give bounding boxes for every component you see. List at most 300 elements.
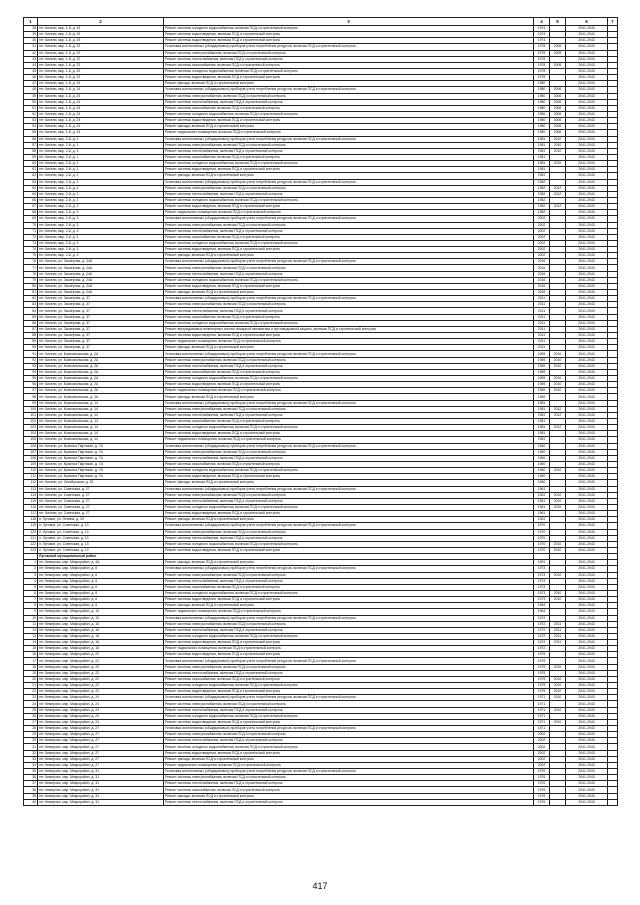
address-cell: пгт. Кисели, мкр. 1-й, д. 19 xyxy=(38,26,164,32)
work-type-cell: Ремонт фасада, включая ПСД и строительный контроль xyxy=(164,290,534,296)
year-built-cell: 1961 xyxy=(534,511,550,517)
year-built-cell: 2016 xyxy=(534,265,550,271)
work-type-cell: Ремонт системы холодного водоснабжения, включая ПСД и строительный контроль xyxy=(164,744,534,750)
row-number-cell: 47 xyxy=(24,81,38,87)
address-cell: пгт. Кисели, мкр. 2-й, д. 3 xyxy=(38,234,164,240)
work-type-cell: Ремонт системы теплоснабжения, включая ПСД и строительный контроль xyxy=(164,781,534,787)
year-built-cell: 2016 xyxy=(534,283,550,289)
planned-period-cell: 2041-2043 xyxy=(566,81,608,87)
address-cell: пгт. Кисели, мкр. 1-й, д. 24 xyxy=(38,93,164,99)
year-built-cell: 1974 xyxy=(534,26,550,32)
address-cell: пгт. Кисели, мкр. 2-й, д. 2 xyxy=(38,179,164,185)
planned-period-cell: 2041-2043 xyxy=(566,640,608,646)
year-built-cell: 2011 xyxy=(534,320,550,326)
address-cell: пгт. Кисели, ул. Советская, д. 27 xyxy=(38,504,164,510)
work-type-cell: Установка коллективных (общедомовых) приборов учета потребления ресурсов, включая ПСД и строительный контроль xyxy=(164,400,534,406)
work-type-cell: Ремонт системы теплоснабжения, включая ПСД и строительный контроль xyxy=(164,578,534,584)
planned-period-cell: 2041-2043 xyxy=(566,154,608,160)
planned-period-cell: 2041-2043 xyxy=(566,437,608,443)
address-cell: пгт. Кемерово, мкр. Микрорайон, д. 22 xyxy=(38,670,164,676)
row-number-cell: 97 xyxy=(24,388,38,394)
address-cell: пгт. Кемерово, мкр. Микрорайон, д. 27 xyxy=(38,744,164,750)
row-number-cell: 58 xyxy=(24,148,38,154)
planned-period-cell: 2041-2043 xyxy=(566,265,608,271)
work-type-cell: Ремонт системы теплоснабжения, включая ПСД и строительный контроль xyxy=(164,56,534,62)
work-type-cell: Ремонт системы холодного водоснабжения, включая ПСД и строительный контроль xyxy=(164,425,534,431)
work-type-cell: Ремонт системы холодного водоснабжения, включая ПСД и строительный контроль xyxy=(164,504,534,510)
work-type-cell: Ремонт системы электроснабжения, включая ПСД и строительный контроль xyxy=(164,357,534,363)
year-built-cell: 1982 xyxy=(534,210,550,216)
row-number-cell: 62 xyxy=(24,173,38,179)
row-number-cell: 109 xyxy=(24,461,38,467)
year-built-cell: 1969 xyxy=(534,382,550,388)
planned-period-cell: 2041-2043 xyxy=(566,769,608,775)
year-built-cell: 1969 xyxy=(534,369,550,375)
address-cell: пгт. Кисели, ул. Советская, д. 27 xyxy=(38,498,164,504)
column-header: 5 xyxy=(550,18,566,26)
address-cell: пгт. Кемерово, мкр. Микрорайон, д. 16 xyxy=(38,640,164,646)
work-type-cell: Ремонт системы газоснабжения, включая ПСД и строительный контроль xyxy=(164,461,534,467)
work-type-cell: Ремонт подвального помещения, включая ПСД и строительный контроль xyxy=(164,437,534,443)
work-type-cell: Ремонт фасада, включая ПСД и строительный контроль xyxy=(164,173,534,179)
address-cell: пгт. Кемерово, мкр. Микрорайон, д. 6 xyxy=(38,566,164,572)
work-type-cell: Ремонт системы электроснабжения, включая ПСД и строительный контроль xyxy=(164,732,534,738)
year-last-repair-cell: 2010 xyxy=(550,363,566,369)
work-type-cell: Ремонт системы водоотведения, включая ПСД и строительный контроль xyxy=(164,547,534,553)
work-type-cell: Ремонт системы электроснабжения, включая ПСД и строительный контроль xyxy=(164,406,534,412)
row-number-cell: 26 xyxy=(24,713,38,719)
work-type-cell: Ремонт фасада, включая ПСД и строительный контроль xyxy=(164,81,534,87)
address-cell: пгт. Кисели, мкр. 1-й, д. 24 xyxy=(38,105,164,111)
address-cell: пгт. Кемерово, мкр. Микрорайон, д. 22 xyxy=(38,689,164,695)
row-number-cell: 85 xyxy=(24,314,38,320)
address-cell: п. Луговое, ул. Ленина, д. 33 xyxy=(38,517,164,523)
row-number-cell: 95 xyxy=(24,376,38,382)
year-last-repair-cell: 2010 xyxy=(550,590,566,596)
planned-period-cell: 2041-2043 xyxy=(566,529,608,535)
work-type-cell: Ремонт системы электроснабжения, включая ПСД и строительный контроль xyxy=(164,265,534,271)
planned-period-cell: 2041-2043 xyxy=(566,683,608,689)
address-cell: п. Луговое, ул. Советская, д. 13 xyxy=(38,541,164,547)
year-built-cell: 2016 xyxy=(534,277,550,283)
address-cell: пгт. Кисели, мкр. 1-й, д. 24 xyxy=(38,87,164,93)
planned-period-cell: 2041-2043 xyxy=(566,357,608,363)
year-built-cell: 1971 xyxy=(534,713,550,719)
year-built-cell: 1981 xyxy=(534,136,550,142)
planned-period-cell: 2041-2043 xyxy=(566,523,608,529)
year-last-repair-cell: 2011 xyxy=(550,640,566,646)
year-last-repair-cell: 2012 xyxy=(550,204,566,210)
work-type-cell: Установка коллективных (общедомовых) приборов учета потребления ресурсов, включая ПСД и строительный контроль xyxy=(164,443,534,449)
planned-period-cell: 2041-2043 xyxy=(566,369,608,375)
year-last-repair-cell: 2010 xyxy=(550,357,566,363)
row-number-cell: 1 xyxy=(24,560,38,566)
row-number-cell: 93 xyxy=(24,363,38,369)
row-number-cell: 80 xyxy=(24,283,38,289)
planned-period-cell: 2041-2043 xyxy=(566,75,608,81)
planned-period-cell: 2041-2043 xyxy=(566,762,608,768)
row-number-cell: 42 xyxy=(24,50,38,56)
address-cell: п. Луговое, ул. Советская, д. 13 xyxy=(38,547,164,553)
planned-period-cell: 2041-2043 xyxy=(566,111,608,117)
row-number-cell: 33 xyxy=(24,756,38,762)
planned-period-cell: 2041-2043 xyxy=(566,271,608,277)
work-type-cell: Ремонт подвального помещения, включая ПСД и строительный контроль xyxy=(164,130,534,136)
work-type-cell: Ремонт системы теплоснабжения, включая ПСД и строительный контроль xyxy=(164,363,534,369)
work-type-cell: Ремонт системы газоснабжения, включая ПСД и строительный контроль xyxy=(164,584,534,590)
row-number-cell: 120 xyxy=(24,529,38,535)
year-built-cell: 1964 xyxy=(534,609,550,615)
address-cell: пгт. Кемерово, мкр. Микрорайон, д. 22 xyxy=(38,664,164,670)
row-number-cell: 40 xyxy=(24,799,38,805)
planned-period-cell: 2041-2043 xyxy=(566,756,608,762)
work-type-cell: Ремонт системы водоотведения, включая ПСД и строительный контроль xyxy=(164,75,534,81)
planned-period-cell: 2041-2043 xyxy=(566,726,608,732)
row-number-cell: 119 xyxy=(24,523,38,529)
row-number-cell: 103 xyxy=(24,425,38,431)
work-type-cell: Ремонт системы электроснабжения, включая ПСД и строительный контроль xyxy=(164,50,534,56)
year-last-repair-cell: 2010 xyxy=(550,504,566,510)
address-cell: пгт. Кисели, мкр. 2-й, д. 1 xyxy=(38,136,164,142)
column-header: 2 xyxy=(38,18,164,26)
work-type-cell: Ремонт системы электроснабжения, включая ПСД и строительный контроль xyxy=(164,701,534,707)
work-type-cell: Ремонт системы теплоснабжения, включая ПСД и строительный контроль xyxy=(164,148,534,154)
work-type-cell: Ремонт системы газоснабжения, включая ПСД и строительный контроль xyxy=(164,419,534,425)
year-built-cell: 1974 xyxy=(534,32,550,38)
note-cell xyxy=(608,799,618,805)
work-type-cell: Ремонт системы холодного водоснабжения, включая ПСД и строительный контроль xyxy=(164,26,534,32)
address-cell: пгт. Кисели, ул. Комсомольская, д. 14 xyxy=(38,406,164,412)
row-number-cell: 91 xyxy=(24,351,38,357)
row-number-cell: 86 xyxy=(24,320,38,326)
work-type-cell: Ремонт фасада, включая ПСД и строительный контроль xyxy=(164,603,534,609)
work-type-cell: Установка коллективных (общедомовых) приборов учета потребления ресурсов, включая ПСД и строительный контроль xyxy=(164,296,534,302)
work-type-cell: Ремонт системы теплоснабжения, включая ПСД и строительный контроль xyxy=(164,535,534,541)
planned-period-cell: 2041-2043 xyxy=(566,664,608,670)
planned-period-cell: 2041-2043 xyxy=(566,443,608,449)
row-number-cell: 16 xyxy=(24,652,38,658)
planned-period-cell: 2041-2043 xyxy=(566,455,608,461)
address-cell: пгт. Кисели, ул. Заозерная, д. 37 xyxy=(38,345,164,351)
year-last-repair-cell: 2006 xyxy=(550,130,566,136)
row-number-cell: 73 xyxy=(24,240,38,246)
row-number-cell: 64 xyxy=(24,185,38,191)
row-number-cell: 89 xyxy=(24,339,38,345)
row-number-cell: 54 xyxy=(24,124,38,130)
planned-period-cell: 2041-2043 xyxy=(566,130,608,136)
year-built-cell: 1969 xyxy=(534,351,550,357)
planned-period-cell: 2041-2043 xyxy=(566,560,608,566)
work-type-cell: Ремонт системы теплоснабжения, включая ПСД и строительный контроль xyxy=(164,271,534,277)
work-type-cell: Ремонт системы водоотведения, включая ПСД и строительный контроль xyxy=(164,382,534,388)
address-cell: пгт. Кисели, мкр. 1-й, д. 19 xyxy=(38,38,164,44)
row-number-cell: 60 xyxy=(24,161,38,167)
address-cell: п. Луговое, ул. Советская, д. 13 xyxy=(38,529,164,535)
planned-period-cell: 2041-2043 xyxy=(566,259,608,265)
planned-period-cell: 2041-2043 xyxy=(566,363,608,369)
year-built-cell: 1980 xyxy=(534,124,550,130)
year-built-cell: 1972 xyxy=(534,640,550,646)
year-built-cell: 1973 xyxy=(534,584,550,590)
planned-period-cell: 2041-2043 xyxy=(566,302,608,308)
planned-period-cell: 2041-2043 xyxy=(566,93,608,99)
planned-period-cell: 2041-2043 xyxy=(566,68,608,74)
year-built-cell: 1981 xyxy=(534,154,550,160)
row-number-cell: 72 xyxy=(24,234,38,240)
planned-period-cell: 2041-2043 xyxy=(566,627,608,633)
address-cell: пгт. Кисели, мкр. 1-й, д. 24 xyxy=(38,99,164,105)
planned-period-cell: 2041-2043 xyxy=(566,105,608,111)
address-cell: пгт. Кисели, мкр. 2-й, д. 3 xyxy=(38,247,164,253)
row-number-cell: 21 xyxy=(24,683,38,689)
address-cell: пгт. Кисели, ул. Комсомольская, д. 2А xyxy=(38,394,164,400)
row-number-cell: 57 xyxy=(24,142,38,148)
year-last-repair-cell: 2010 xyxy=(550,136,566,142)
address-cell: пгт. Кисели, ул. Заозерная, д. 24А xyxy=(38,265,164,271)
row-number-cell: 98 xyxy=(24,394,38,400)
address-cell: пгт. Кисели, мкр. 2-й, д. 2 xyxy=(38,197,164,203)
year-built-cell: 1975 xyxy=(534,652,550,658)
address-cell: пгт. Кисели, ул. Комсомольская, д. 2А xyxy=(38,388,164,394)
year-last-repair-cell: 2010 xyxy=(550,142,566,148)
planned-period-cell: 2041-2043 xyxy=(566,62,608,68)
year-last-repair-cell: 2010 xyxy=(550,664,566,670)
planned-period-cell: 2041-2043 xyxy=(566,234,608,240)
planned-period-cell: 2041-2043 xyxy=(566,566,608,572)
year-built-cell: 1969 xyxy=(534,394,550,400)
year-built-cell: 1972 xyxy=(534,621,550,627)
address-cell: пгт. Кисели, ул. Красных Партизан, д. 7А xyxy=(38,443,164,449)
row-number-cell: 8 xyxy=(24,603,38,609)
row-number-cell: 114 xyxy=(24,492,38,498)
planned-period-cell: 2041-2043 xyxy=(566,449,608,455)
row-number-cell: 44 xyxy=(24,62,38,68)
address-cell: пгт. Кемерово, мкр. Микрорайон, д. 6 xyxy=(38,572,164,578)
year-built-cell: 1978 xyxy=(534,56,550,62)
work-type-cell: Ремонт подвального помещения, включая ПСД и строительный контроль xyxy=(164,609,534,615)
year-built-cell: 1975 xyxy=(534,670,550,676)
row-number-cell: 6 xyxy=(24,590,38,596)
row-number-cell: 83 xyxy=(24,302,38,308)
year-built-cell: 2016 xyxy=(534,290,550,296)
planned-period-cell: 2041-2043 xyxy=(566,498,608,504)
work-type-cell: Ремонт системы водоотведения, включая ПСД и строительный контроль xyxy=(164,204,534,210)
year-built-cell: 1972 xyxy=(534,633,550,639)
work-type-cell: Ремонт системы водоотведения, включая ПСД и строительный контроль xyxy=(164,719,534,725)
row-number-cell: 108 xyxy=(24,455,38,461)
planned-period-cell: 2041-2043 xyxy=(566,87,608,93)
work-type-cell: Ремонт системы теплоснабжения, включая ПСД и строительный контроль xyxy=(164,455,534,461)
row-number-cell: 63 xyxy=(24,179,38,185)
work-type-cell: Ремонт системы газоснабжения, включая ПСД и строительный контроль xyxy=(164,154,534,160)
planned-period-cell: 2041-2043 xyxy=(566,535,608,541)
year-built-cell: 1975 xyxy=(534,658,550,664)
row-number-cell: 110 xyxy=(24,468,38,474)
address-cell: пгт. Кисели, мкр. 1-й, д. 24 xyxy=(38,111,164,117)
work-type-cell: Ремонт системы водоотведения, включая ПСД и строительный контроль xyxy=(164,511,534,517)
row-number-cell: 59 xyxy=(24,154,38,160)
address-cell: пгт. Кисели, мкр. 2-й, д. 3 xyxy=(38,222,164,228)
year-built-cell: 1975 xyxy=(534,689,550,695)
row-number-cell: 25 xyxy=(24,707,38,713)
address-cell: пгт. Кемерово, мкр. Микрорайон, д. 24 xyxy=(38,701,164,707)
row-number-cell: 77 xyxy=(24,265,38,271)
address-cell: пгт. Кемерово, мкр. Микрорайон, д. 6 xyxy=(38,590,164,596)
row-number-cell: 94 xyxy=(24,369,38,375)
work-type-cell: Ремонт системы водоотведения, включая ПСД и строительный контроль xyxy=(164,652,534,658)
year-built-cell: 1960 xyxy=(534,443,550,449)
work-type-cell: Ремонт системы водоотведения, включая ПСД и строительный контроль xyxy=(164,474,534,480)
work-type-cell: Ремонт системы водоотведения, включая ПСД и строительный контроль xyxy=(164,333,534,339)
year-last-repair-cell: 2006 xyxy=(550,93,566,99)
planned-period-cell: 2041-2043 xyxy=(566,609,608,615)
planned-period-cell: 2041-2043 xyxy=(566,308,608,314)
work-type-cell: Ремонт системы водоотведения, включая ПСД и строительный контроль xyxy=(164,247,534,253)
year-built-cell: 2002 xyxy=(534,216,550,222)
address-cell: пгт. Кисели, ул. Комсомольская, д. 14 xyxy=(38,419,164,425)
row-number-cell: 53 xyxy=(24,118,38,124)
planned-period-cell: 2041-2043 xyxy=(566,179,608,185)
year-built-cell: 2002 xyxy=(534,253,550,259)
address-cell: пгт. Кисели, ул. Советская, д. 27 xyxy=(38,511,164,517)
year-built-cell: 1971 xyxy=(534,695,550,701)
planned-period-cell: 2041-2043 xyxy=(566,468,608,474)
planned-period-cell: 2041-2043 xyxy=(566,412,608,418)
planned-period-cell: 2041-2043 xyxy=(566,173,608,179)
year-last-repair-cell: 2010 xyxy=(550,376,566,382)
document-sheet xyxy=(23,17,617,806)
planned-period-cell: 2041-2043 xyxy=(566,351,608,357)
planned-period-cell: 2041-2043 xyxy=(566,38,608,44)
address-cell: пгт. Кемерово, мкр. Микрорайон, д. 31 xyxy=(38,781,164,787)
work-type-cell: Установка коллективных (общедомовых) приборов учета потребления ресурсов, включая ПСД и строительный контроль xyxy=(164,695,534,701)
address-cell: пгт. Кисели, ул. Комсомольская, д. 2А xyxy=(38,363,164,369)
year-last-repair-cell: 2010 xyxy=(550,161,566,167)
row-number-cell: 101 xyxy=(24,412,38,418)
address-cell: пгт. Кемерово, мкр. Микрорайон, д. 4А xyxy=(38,560,164,566)
address-cell: пгт. Кисели, ул. Заозерная, д. 24А xyxy=(38,271,164,277)
row-number-cell: 41 xyxy=(24,44,38,50)
address-cell: пгт. Кисели, ул. Заозерная, д. 24А xyxy=(38,283,164,289)
address-cell: пгт. Кисели, ул. Заозерная, д. 37 xyxy=(38,302,164,308)
column-header: 6 xyxy=(566,18,608,26)
planned-period-cell: 2041-2043 xyxy=(566,492,608,498)
row-number-cell: 69 xyxy=(24,216,38,222)
year-built-cell: 1981 xyxy=(534,431,550,437)
column-header: 3 xyxy=(164,18,534,26)
work-type-cell: Ремонт фасада, включая ПСД и строительный контроль xyxy=(164,793,534,799)
address-cell: пгт. Кисели, мкр. 2-й, д. 1 xyxy=(38,148,164,154)
work-type-cell: Ремонт фасада, включая ПСД и строительный контроль xyxy=(164,480,534,486)
address-cell: пгт. Кемерово, мкр. Микрорайон, д. 24 xyxy=(38,719,164,725)
year-built-cell: 1961 xyxy=(534,486,550,492)
work-type-cell: Ремонт системы водоотведения, включая ПСД и строительный контроль xyxy=(164,118,534,124)
row-number-cell: 116 xyxy=(24,504,38,510)
year-built-cell: 2002 xyxy=(534,240,550,246)
row-number-cell: 122 xyxy=(24,541,38,547)
year-built-cell: 1976 xyxy=(534,781,550,787)
row-number-cell: 74 xyxy=(24,247,38,253)
work-type-cell: Ремонт системы холодного водоснабжения, включая ПСД и строительный контроль xyxy=(164,590,534,596)
planned-period-cell: 2041-2043 xyxy=(566,419,608,425)
row-number-cell: 31 xyxy=(24,744,38,750)
year-built-cell: 2011 xyxy=(534,296,550,302)
work-type-cell: Установка коллективных (общедомовых) приборов учета потребления ресурсов, включая ПСД и строительный контроль xyxy=(164,216,534,222)
planned-period-cell: 2041-2043 xyxy=(566,26,608,32)
work-type-cell: Ремонт фасада, включая ПСД и строительный контроль xyxy=(164,345,534,351)
row-number-cell: 39 xyxy=(24,793,38,799)
work-type-cell: Установка коллективных (общедомовых) приборов учета потребления ресурсов, включая ПСД и строительный контроль xyxy=(164,259,534,265)
year-built-cell: 1982 xyxy=(534,191,550,197)
year-last-repair-cell: 2010 xyxy=(550,597,566,603)
address-cell: пгт. Кисели, мкр. 2-й, д. 3 xyxy=(38,228,164,234)
year-built-cell: 1991 xyxy=(534,560,550,566)
work-type-cell: Ремонт системы водоотведения, включая ПСД и строительный контроль xyxy=(164,750,534,756)
address-cell: пгт. Кисели, ул. Комсомольская, д. 2А xyxy=(38,357,164,363)
address-cell: пгт. Кисели, мкр. 1-й, д. 19 xyxy=(38,32,164,38)
planned-period-cell: 2041-2043 xyxy=(566,320,608,326)
planned-period-cell: 2041-2043 xyxy=(566,621,608,627)
work-type-cell: Ремонт системы водоотведения, включая ПСД и строительный контроль xyxy=(164,283,534,289)
row-number-cell: 51 xyxy=(24,105,38,111)
planned-period-cell: 2041-2043 xyxy=(566,597,608,603)
address-cell: пгт. Кисели, мкр. 2-й, д. 3 xyxy=(38,253,164,259)
year-built-cell: 1982 xyxy=(534,204,550,210)
year-last-repair-cell: 2011 xyxy=(550,627,566,633)
planned-period-cell: 2041-2043 xyxy=(566,124,608,130)
planned-period-cell: 2041-2043 xyxy=(566,148,608,154)
planned-period-cell: 2041-2043 xyxy=(566,689,608,695)
year-last-repair-cell: 2010 xyxy=(550,695,566,701)
row-number-cell: 32 xyxy=(24,750,38,756)
row-number-cell: 3 xyxy=(24,572,38,578)
planned-period-cell: 2041-2043 xyxy=(566,695,608,701)
planned-period-cell: 2041-2043 xyxy=(566,376,608,382)
year-built-cell: 2011 xyxy=(534,302,550,308)
row-number-cell: 50 xyxy=(24,99,38,105)
row-number-cell: 34 xyxy=(24,762,38,768)
row-number-cell: 66 xyxy=(24,197,38,203)
year-built-cell: 1974 xyxy=(534,38,550,44)
planned-period-cell: 2041-2043 xyxy=(566,707,608,713)
planned-period-cell: 2041-2043 xyxy=(566,615,608,621)
year-built-cell: 1970 xyxy=(534,547,550,553)
address-cell: пгт. Кисели, ул. Заозерная, д. 37 xyxy=(38,308,164,314)
row-number-cell: 100 xyxy=(24,406,38,412)
row-number-cell: 49 xyxy=(24,93,38,99)
year-built-cell: 1981 xyxy=(534,425,550,431)
year-built-cell: 1972 xyxy=(534,615,550,621)
planned-period-cell: 2041-2043 xyxy=(566,400,608,406)
address-cell: пгт. Кемерово, мкр. Микрорайон, д. 6 xyxy=(38,578,164,584)
planned-period-cell: 2041-2043 xyxy=(566,787,608,793)
work-type-cell: Установка коллективных (общедомовых) приборов учета потребления ресурсов, включая ПСД и строительный контроль xyxy=(164,615,534,621)
year-built-cell: 1981 xyxy=(534,412,550,418)
planned-period-cell: 2041-2043 xyxy=(566,584,608,590)
planned-period-cell: 2041-2043 xyxy=(566,646,608,652)
planned-period-cell: 2041-2043 xyxy=(566,511,608,517)
planned-period-cell: 2041-2043 xyxy=(566,652,608,658)
row-number-cell: 111 xyxy=(24,474,38,480)
work-type-cell: Ремонт системы газоснабжения, включая ПСД и строительный контроль xyxy=(164,787,534,793)
address-cell: пгт. Кисели, мкр. 2-й, д. 3 xyxy=(38,210,164,216)
planned-period-cell: 2041-2043 xyxy=(566,191,608,197)
capital-repair-table xyxy=(23,17,618,806)
work-type-cell: Ремонт системы теплоснабжения, включая ПСД и строительный контроль xyxy=(164,738,534,744)
planned-period-cell: 2041-2043 xyxy=(566,290,608,296)
planned-period-cell: 2041-2043 xyxy=(566,388,608,394)
planned-period-cell: 2041-2043 xyxy=(566,314,608,320)
